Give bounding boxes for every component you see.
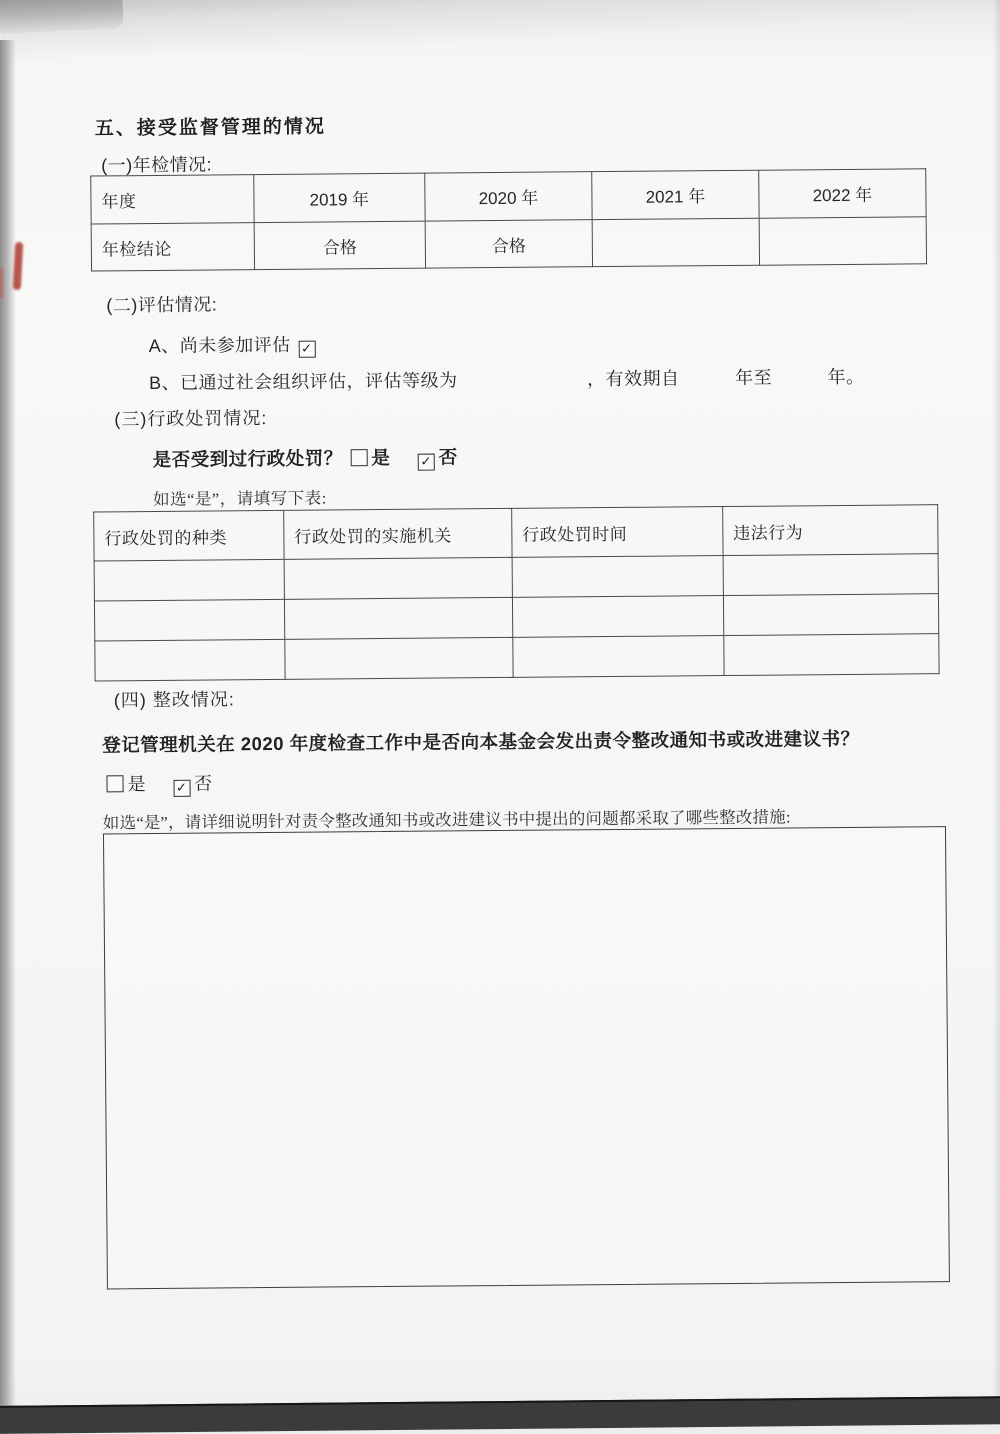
- penalty-empty-cell: [94, 559, 284, 601]
- evaluation-label: (二)评估情况:: [106, 290, 217, 317]
- penalty-hint: 如选“是”，请填写下表:: [153, 485, 327, 511]
- annual-inspection-label: (一)年检情况:: [101, 150, 212, 177]
- year-header-cell: 2022 年: [759, 169, 926, 218]
- penalty-question-text: 是否受到过行政处罚？: [153, 447, 343, 470]
- penalty-empty-cell: [95, 639, 285, 681]
- page-title: 五、接受监督管理的情况: [95, 111, 326, 140]
- penalty-empty-cell: [723, 594, 939, 636]
- conclusion-row-label: 年检结论: [91, 223, 254, 271]
- penalty-header-cell: 违法行为: [722, 505, 938, 556]
- rectification-yes-label: 是: [127, 774, 146, 794]
- conclusion-cell: 合格: [254, 221, 426, 269]
- table-row: [91, 169, 926, 224]
- penalty-empty-cell: [284, 597, 512, 639]
- conclusion-cell: [759, 217, 926, 265]
- checkbox-unchecked-icon: [106, 775, 123, 792]
- penalty-empty-cell: [724, 634, 940, 676]
- penalty-table: [93, 504, 939, 681]
- evaluation-option-b: B、已通过社会组织评估，评估等级为 ，有效期自 年至 年。: [149, 363, 865, 395]
- penalty-empty-cell: [284, 557, 512, 599]
- rectification-no-label: 否: [194, 774, 213, 794]
- rectification-hint: 如选“是”，请详细说明针对责令整改通知书或改进建议书中提出的问题都采取了哪些整改措施:: [103, 803, 791, 833]
- penalty-header-cell: 行政处罚的种类: [94, 510, 284, 561]
- option-a-text: A、尚未参加评估: [149, 335, 291, 356]
- penalty-no-label: 否: [439, 446, 458, 467]
- checkbox-unchecked-icon: [350, 449, 367, 466]
- rectification-answer-line: [104, 770, 212, 798]
- penalty-empty-cell: [512, 596, 723, 638]
- penalty-header-cell: 行政处罚时间: [511, 507, 722, 558]
- table-row: [94, 505, 938, 561]
- conclusion-cell: [592, 218, 759, 266]
- penalty-empty-cell: [513, 636, 724, 678]
- penalty-empty-cell: [94, 599, 284, 641]
- year-header-cell: 2021 年: [592, 170, 759, 219]
- checkbox-checked-icon: ✓: [298, 341, 315, 358]
- conclusion-cell: 合格: [425, 220, 592, 268]
- checkbox-checked-icon: ✓: [418, 454, 435, 471]
- rectification-measures-box: [103, 826, 950, 1289]
- annual-inspection-table: [90, 168, 927, 271]
- penalty-empty-cell: [723, 554, 939, 596]
- rectification-question: 登记管理机关在 2020 年度检查工作中是否向本基金会发出责令整改通知书或改进建议书？: [102, 725, 860, 758]
- evaluation-option-a: [149, 331, 320, 359]
- table-row: [95, 634, 939, 681]
- year-header-cell: 2020 年: [425, 172, 592, 221]
- rectification-label: (四) 整改情况:: [114, 685, 235, 712]
- penalty-empty-cell: [512, 556, 723, 598]
- penalty-yes-label: 是: [371, 447, 390, 468]
- year-header-cell: 2019 年: [254, 173, 426, 222]
- penalty-header-cell: 行政处罚的实施机关: [284, 508, 512, 559]
- checkbox-checked-icon: ✓: [173, 780, 190, 797]
- penalty-question-line: [153, 443, 458, 473]
- annual-table-corner-cell: 年度: [91, 175, 254, 224]
- table-row: [91, 217, 926, 271]
- penalty-empty-cell: [285, 637, 513, 679]
- penalty-label: (三)行政处罚情况:: [114, 404, 267, 431]
